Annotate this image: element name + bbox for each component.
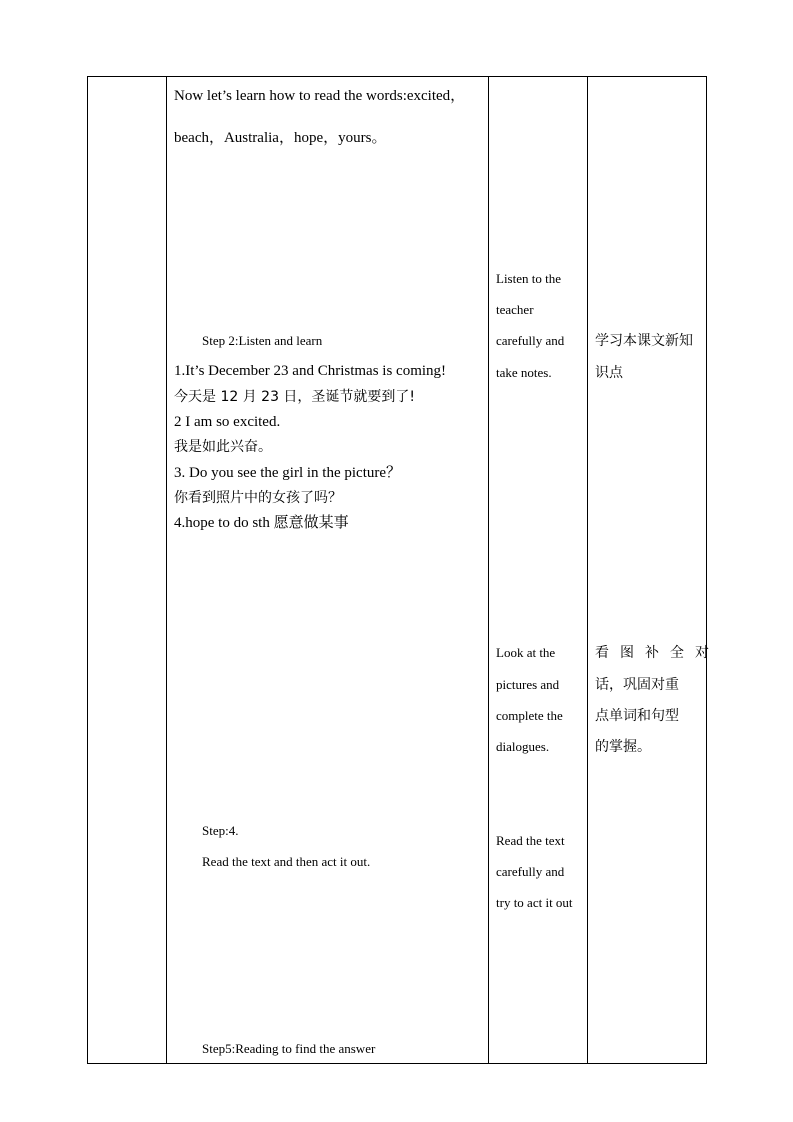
- intent2-line1: 看图补全对: [595, 645, 720, 661]
- intent2-line4: 的掌握。: [595, 739, 651, 755]
- item1-english: 1.It’s December 23 and Christmas is coming!: [174, 363, 447, 379]
- item1-chinese: 今天是 12 月 23 日，圣诞节就要到了!: [174, 389, 416, 405]
- step5-heading: Step5:Reading to find the answer: [202, 1041, 376, 1056]
- column-divider-3: [587, 76, 588, 1064]
- activity3-line2: carefully and: [496, 864, 565, 879]
- step2-heading: Step 2:Listen and learn: [202, 333, 323, 348]
- activity1-line3: carefully and: [496, 333, 565, 348]
- activity2-line1: Look at the: [496, 645, 556, 660]
- intent1-line1: 学习本课文新知: [595, 333, 693, 349]
- activity1-line4: take notes.: [496, 365, 552, 380]
- item2-chinese: 我是如此兴奋。: [174, 439, 272, 455]
- activity2-line2: pictures and: [496, 677, 560, 692]
- activity2-line4: dialogues.: [496, 739, 550, 754]
- column-divider-1: [166, 76, 167, 1064]
- step4-text: Read the text and then act it out.: [202, 854, 371, 869]
- activity3-line3: try to act it out: [496, 895, 573, 910]
- column-divider-2: [488, 76, 489, 1064]
- intent2-line2: 话，巩固对重: [595, 677, 679, 693]
- item2-english: 2 I am so excited.: [174, 414, 281, 430]
- intro-line-2: beach，Australia，hope，yours。: [174, 130, 387, 146]
- item4-phrase: 4.hope to do sth 愿意做某事: [174, 515, 349, 531]
- intent2-line3: 点单词和句型: [595, 708, 679, 724]
- activity2-line3: complete the: [496, 708, 563, 723]
- intent1-line2: 识点: [595, 365, 623, 381]
- activity1-line1: Listen to the: [496, 271, 561, 286]
- step4-heading: Step:4.: [202, 823, 239, 838]
- lesson-table: [87, 76, 707, 1064]
- activity1-line2: teacher: [496, 302, 534, 317]
- item3-chinese: 你看到照片中的女孩了吗？: [174, 490, 342, 506]
- activity3-line1: Read the text: [496, 833, 565, 848]
- intro-line-1: Now let’s learn how to read the words:excited，: [174, 88, 466, 104]
- item3-english: 3. Do you see the girl in the picture？: [174, 465, 402, 481]
